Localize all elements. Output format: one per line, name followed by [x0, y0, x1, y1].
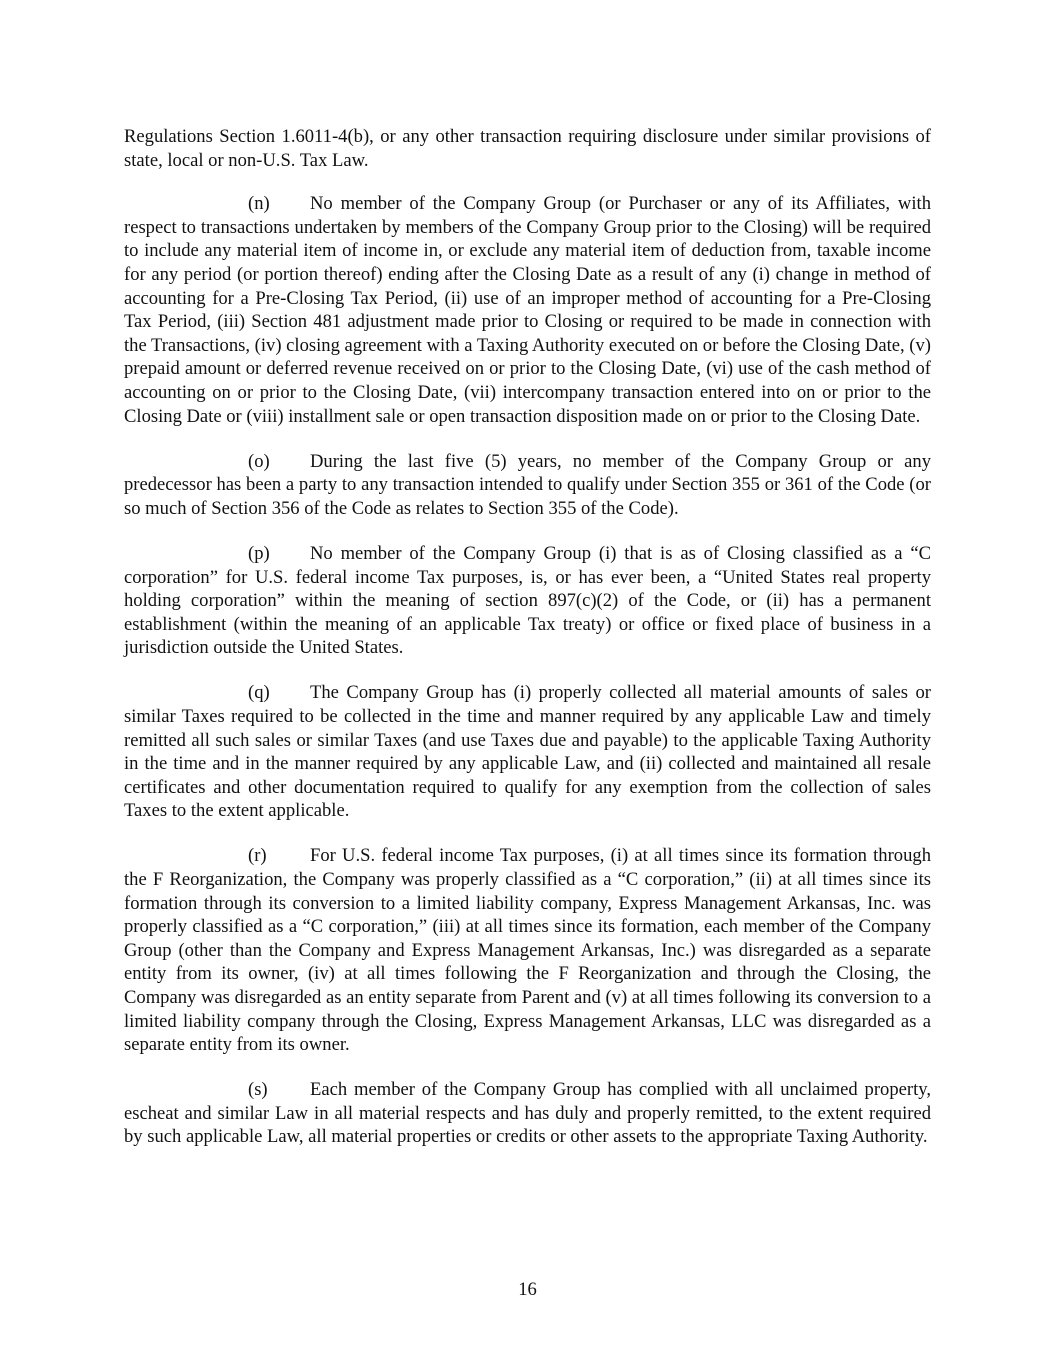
paragraph-text: The Company Group has (i) properly collected all material amounts of sales or similar Taxes required to be collected in the time and manner required by any applicable Law and timely remitted all such sales or similar Taxes (and use Taxes due and payable) to the applicable Taxing Authority in the time and in the manner required by any applicable Law, and (ii) collected and maintained all resale certificates and other documentation required to qualify for any exemption from the collection of sales Taxes to the extent applicable.	[124, 682, 931, 822]
paragraph-q	[124, 681, 931, 823]
paragraph-text: No member of the Company Group (or Purchaser or any of its Affiliates, with respect to transactions undertaken by members of the Company Group prior to the Closing) will be required to include any material item of income in, or exclude any material item of deduction from, taxable income for any period (or portion thereof) ending after the Closing Date as a result of any (i) change in method of accounting for a Pre-Closing Tax Period, (ii) use of an improper method of accounting for a Pre-Closing Tax Period, (iii) Section 481 adjustment made prior to Closing or required to be made in connection with the Transactions, (iv) closing agreement with a Taxing Authority executed on or before the Closing Date, (v) prepaid amount or deferred revenue received on or prior to the Closing Date, (vi) use of the cash method of accounting on or prior to the Closing Date, (vii) intercompany transaction entered into on or prior to the Closing Date or (viii) installment sale or open transaction disposition made on or prior to the Closing Date.	[124, 193, 931, 427]
paragraph-text: For U.S. federal income Tax purposes, (i) at all times since its formation through the F Reorganization, the Company was properly classified as a “C corporation,” (ii) at all times since its formation through its conversion to a limited liability company, Express Management Arkansas, Inc. was properly classified as a “C corporation,” (iii) at all times since its formation, each member of the Company Group (other than the Company and Express Management Arkansas, Inc.) was disregarded as a separate entity from its owner, (iv) at all times following the F Reorganization and through the Closing, the Company was disregarded as an entity separate from Parent and (v) at all times following its conversion to a limited liability company through the Closing, Express Management Arkansas, LLC was disregarded as a separate entity from its owner.	[124, 845, 931, 1056]
paragraph-r	[124, 844, 931, 1056]
document-page	[124, 125, 931, 1171]
paragraph-label: (r)	[248, 845, 267, 867]
paragraph-text: During the last five (5) years, no member of the Company Group or any predecessor has been a party to any transaction intended to qualify under Section 355 or 361 of the Code (or so much of Section 356 of the Code as relates to Section 355 of the Code).	[124, 450, 931, 519]
paragraph-label: (s)	[248, 1079, 268, 1101]
paragraph-label: (p)	[248, 542, 270, 564]
paragraph-label: (o)	[248, 450, 270, 472]
paragraph-p	[124, 542, 931, 660]
paragraph-label: (n)	[248, 193, 270, 215]
page-number: 16	[518, 1279, 537, 1300]
paragraph-text: Each member of the Company Group has complied with all unclaimed property, escheat and similar Law in all material respects and has duly and properly remitted, to the extent required by such applicable Law, all material properties or credits or other assets to the appropriate Taxing Authority.	[124, 1079, 931, 1148]
paragraph-o	[124, 450, 931, 521]
paragraph-label: (q)	[248, 682, 270, 704]
continuation-paragraph: Regulations Section 1.6011-4(b), or any other transaction requiring disclosure under similar provisions of state, local or non-U.S. Tax Law.	[124, 126, 931, 171]
paragraph-s	[124, 1078, 931, 1149]
paragraph-text: No member of the Company Group (i) that is as of Closing classified as a “C corporation” for U.S. federal income Tax purposes, is, or has ever been, a “United States real property holding corporation” within the meaning of section 897(c)(2) of the Code, or (ii) has a permanent establishment (within the meaning of an applicable Tax treaty) or office or fixed place of business in a jurisdiction outside the United States.	[124, 542, 931, 659]
paragraph-n	[124, 192, 931, 428]
